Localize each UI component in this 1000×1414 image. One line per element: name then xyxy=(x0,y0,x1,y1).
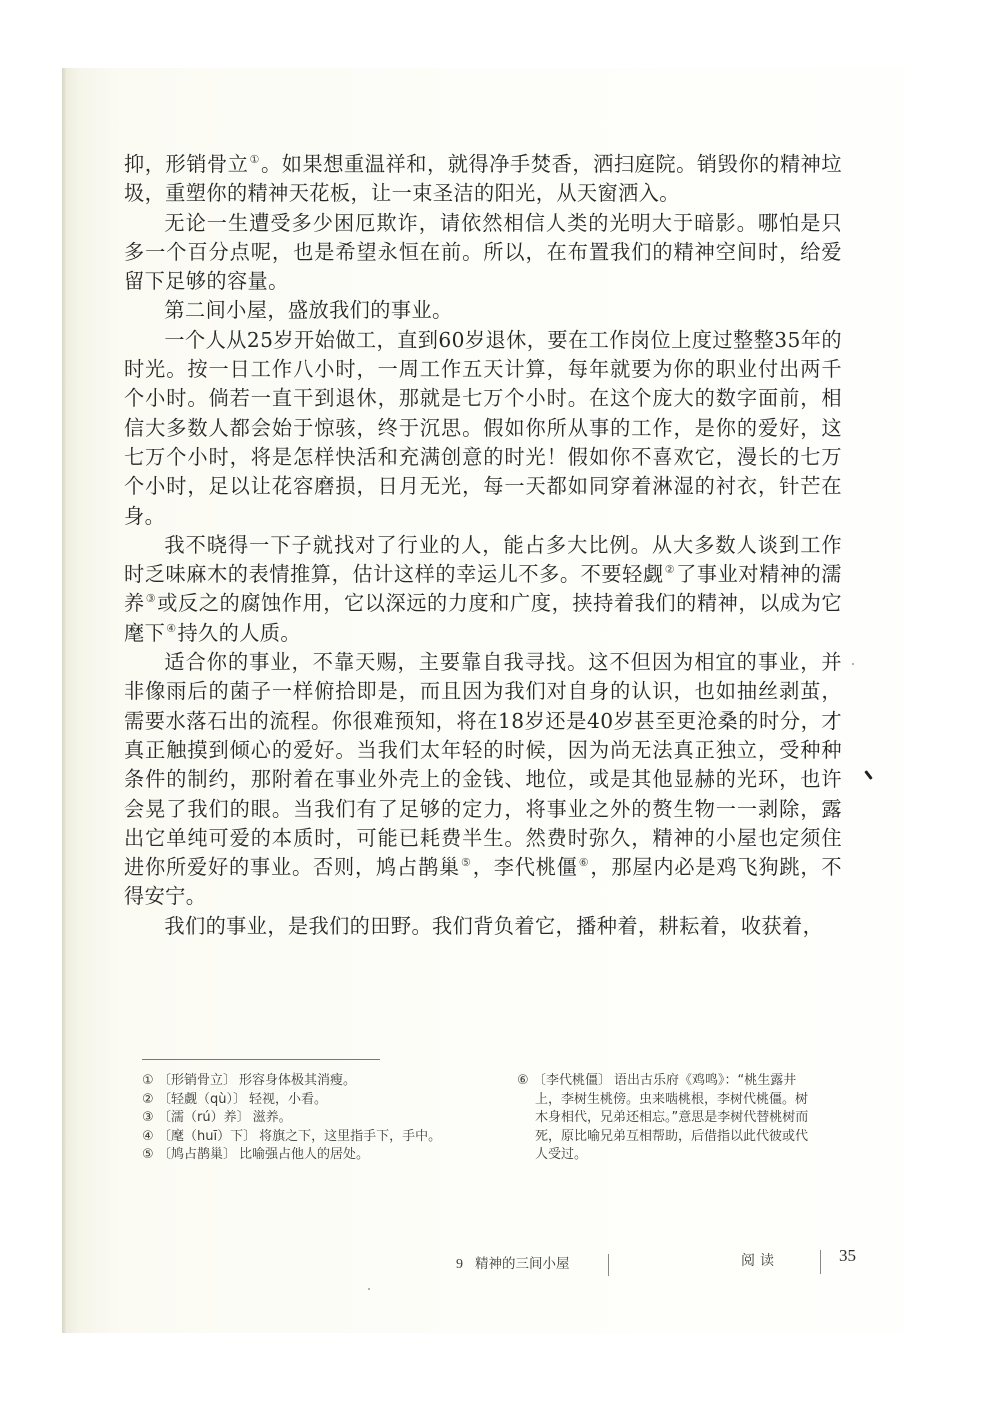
footnote-definition: 将旗之下，这里指手下，手中。 xyxy=(259,1128,442,1144)
footnote-number: ② xyxy=(142,1091,154,1107)
footer-divider xyxy=(608,1254,609,1276)
page-footer xyxy=(62,1248,905,1288)
footnotes-right-column xyxy=(517,1072,817,1165)
footnote-definition: 语出古乐府《鸡鸣》：“桃生露井上，李树生桃傍。虫来啮桃根，李树代桃僵。树木身相代，兄弟还相忘。”意思是李树代替桃树而死，原比喻兄弟互相帮助，后借指以此代彼或代人受过。 xyxy=(535,1073,809,1163)
footnote-item xyxy=(142,1091,502,1110)
footnote-term: 〔麾（huī）下〕 xyxy=(158,1128,257,1144)
footnote-definition: 轻视，小看。 xyxy=(249,1091,328,1107)
footnote-term: 〔鸠占鹊巢〕 xyxy=(158,1147,237,1163)
footnote-item xyxy=(142,1146,502,1165)
paragraph-text: ，李代桃僵 xyxy=(472,855,578,880)
pencil-mark xyxy=(864,770,873,780)
footnote-marker: ① xyxy=(249,153,260,166)
lesson-number: 9 xyxy=(456,1257,463,1272)
footnote-marker: ② xyxy=(664,563,676,577)
footnote-term: 〔李代桃僵〕 xyxy=(533,1073,612,1088)
paragraph-text: 了事业对精神的濡养 xyxy=(124,562,843,616)
footnote-number: ⑤ xyxy=(142,1147,154,1163)
paragraph-text: 我们的事业，是我们的田野。我们背负着它，播种着，耕耘着，收获着， xyxy=(164,913,824,938)
page-spine-edge xyxy=(62,68,66,1333)
footnote-number: ① xyxy=(142,1073,154,1088)
footnote-term: 〔形销骨立〕 xyxy=(158,1073,237,1088)
paragraph xyxy=(124,648,842,912)
paragraph-text: 我不晓得一下子就找对了行业的人，能占多大比例。从大多数人谈到工作时乏味麻木的表情推算，估计这样的幸运儿不多。不要轻觑 xyxy=(124,532,842,587)
running-footer-lesson xyxy=(456,1252,570,1273)
lesson-title: 精神的三间小屋 xyxy=(475,1256,570,1272)
paragraph-text: ，那屋内必是鸡飞狗跳，不得安宁。 xyxy=(124,855,843,909)
footnote-marker: ③ xyxy=(145,592,157,606)
paragraph-text: 抑，形销骨立 xyxy=(124,152,249,176)
section-label: 阅读 xyxy=(741,1253,779,1269)
footnote-term: 〔濡（rú）养〕 xyxy=(158,1110,250,1126)
footnote-definition: 形容身体极其消瘦。 xyxy=(239,1073,357,1088)
footnote-marker: ⑥ xyxy=(578,856,590,870)
paragraph-text: 无论一生遭受多少困厄欺诈，请依然相信人类的光明大于暗影。哪怕是只多一个百分点呢，也是希望永恒在前。所以，在布置我们的精神空间时，给爱留下足够的容量。 xyxy=(124,210,842,294)
paragraph-text: 或反之的腐蚀作用，它以深远的力度和广度，挟持着我们的精神，以成为它麾下 xyxy=(124,591,842,645)
paragraph xyxy=(124,296,842,325)
paragraph xyxy=(124,531,842,648)
paragraph-text: 第二间小屋，盛放我们的事业。 xyxy=(164,298,453,323)
footnote-item xyxy=(517,1072,817,1165)
footnote-item xyxy=(142,1072,502,1091)
paragraph-text: 。如果想重温祥和，就得净手焚香，洒扫庭院。销毁你的精神垃圾，重塑你的精神天花板，让一束圣洁的阳光，从天窗洒入。 xyxy=(124,152,842,206)
footnote-separator xyxy=(142,1059,380,1060)
paragraph xyxy=(124,209,842,297)
footnote-definition: 滋养。 xyxy=(252,1110,292,1126)
paragraph xyxy=(124,326,842,531)
book-page xyxy=(62,68,905,1333)
footnote-marker: ④ xyxy=(166,621,177,635)
page-number: 35 xyxy=(839,1246,856,1265)
footnote-item xyxy=(142,1128,502,1147)
footnote-number: ③ xyxy=(142,1110,154,1126)
paragraph xyxy=(124,150,842,209)
paragraph-text: 适合你的事业，不靠天赐，主要靠自我寻找。这不但因为相宜的事业，并非像雨后的菌子一样俯拾即是，而且因为我们对自身的认识，也如抽丝剥茧，需要水落石出的流程。你很难预知，将在18岁还是40岁甚至更沧桑的时分，才真正触摸到倾心的爱好。当我们太年轻的时候，因为尚无法真正独立，受种种条件的制约，那附着在事业外壳上的金钱、地位，或是其他显赫的光环，也许会晃了我们的眼。当我们有了足够的定力，将事业之外的赘生物一一剥除，露出它单纯可爱的本质时，可能已耗费半生。然费时弥久，精神的小屋也定须住进你所爱好的事业。否则，鸠占鹊巢 xyxy=(124,650,842,880)
footnote-definition: 比喻强占他人的居处。 xyxy=(239,1147,370,1163)
footnote-number: ⑥ xyxy=(517,1073,529,1088)
footnote-item xyxy=(142,1109,502,1128)
page-speck xyxy=(368,1288,370,1290)
footer-divider xyxy=(820,1250,821,1274)
footnotes-left-column xyxy=(142,1072,502,1165)
footnote-marker: ⑤ xyxy=(461,856,472,870)
paragraph-text: 一个人从25岁开始做工，直到60岁退休，要在工作岗位上度过整整35年的时光。按一日工作八小时，一周工作五天计算，每年就要为你的职业付出两千个小时。倘若一直干到退休，那就是七万个小时。在这个庞大的数字面前，相信大多数人都会始于惊骇，终于沉思。假如你所从事的工作，是你的爱好，这七万个小时，将是怎样快活和充满创意的时光！假如你不喜欢它，漫长的七万个小时，足以让花容磨损，日月无光，每一天都如同穿着淋湿的衬衣，针芒在身。 xyxy=(124,327,842,528)
paragraph xyxy=(124,912,842,941)
footnote-number: ④ xyxy=(142,1128,154,1144)
body-text xyxy=(124,150,842,941)
page-speck xyxy=(852,663,854,665)
footnote-term: 〔轻觑（qù）〕 xyxy=(158,1091,246,1107)
paragraph-text: 持久的人质。 xyxy=(177,620,301,645)
